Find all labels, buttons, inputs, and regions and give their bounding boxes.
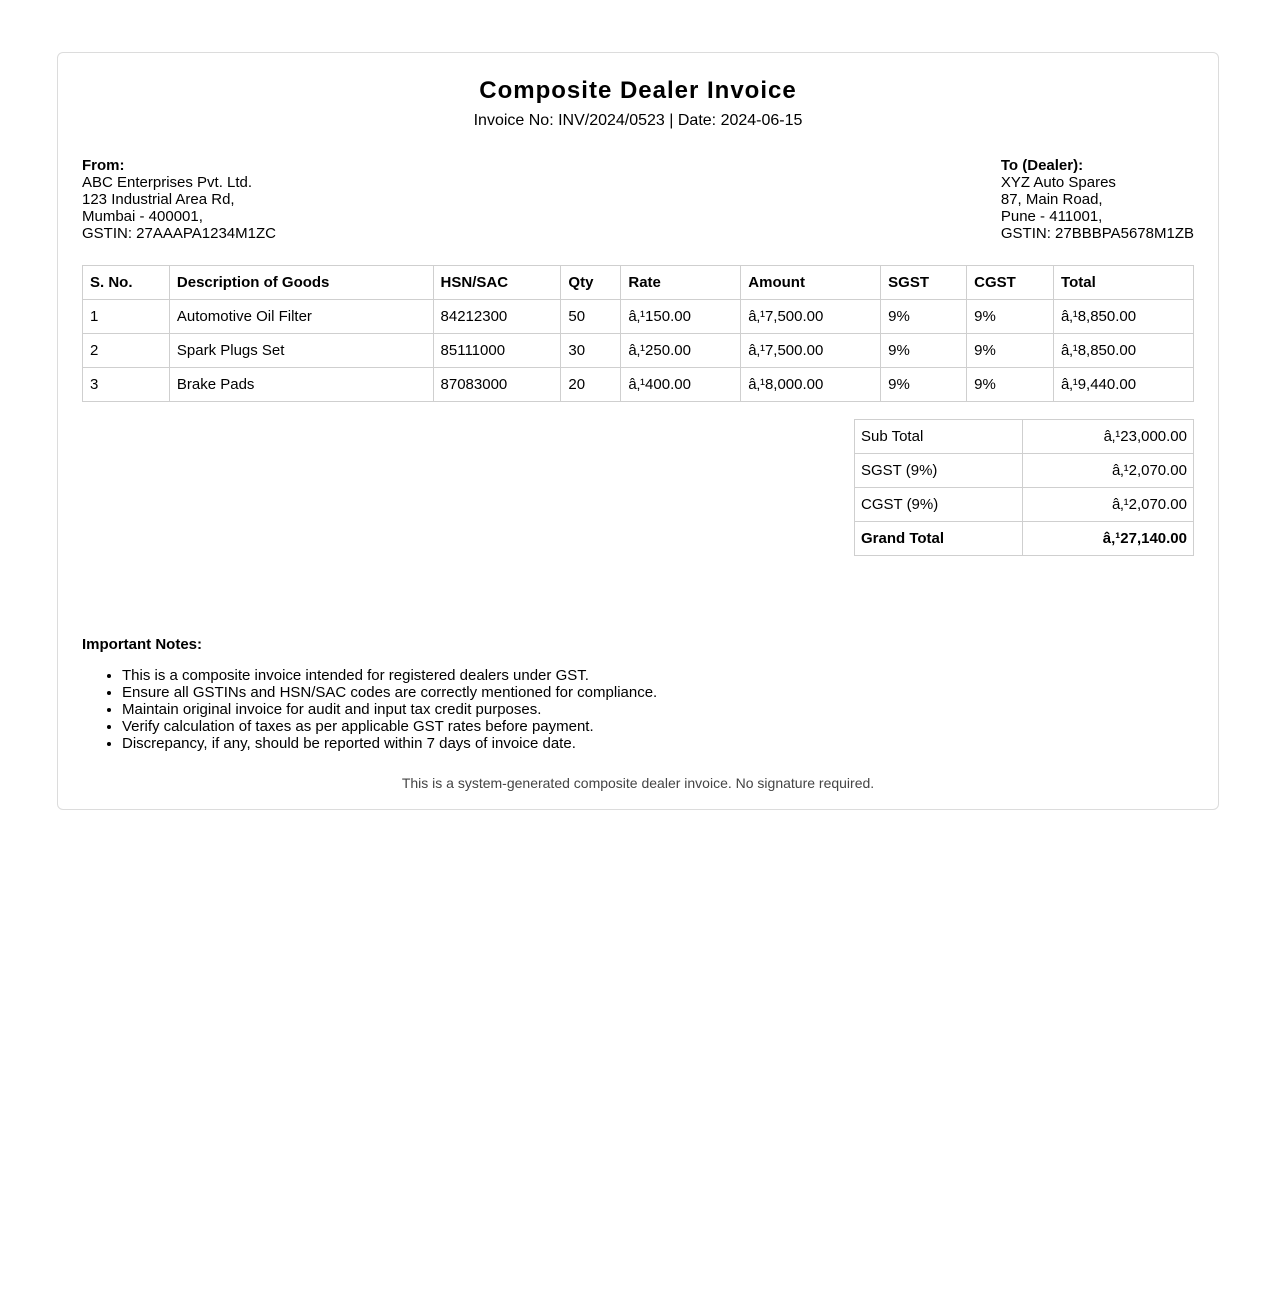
notes-title: Important Notes:: [82, 636, 202, 653]
cell-amount: â‚¹7,500.00: [741, 300, 881, 334]
col-header-qty: Qty: [561, 266, 621, 300]
cell-qty: 20: [561, 368, 621, 402]
cell-qty: 50: [561, 300, 621, 334]
note-item: • Discrepancy, if any, should be reported within 7 days of invoice date.: [122, 735, 1194, 752]
invoice-card: [57, 52, 1219, 810]
cgst-label: CGST (9%): [855, 488, 1023, 522]
cell-rate: â‚¹150.00: [621, 300, 741, 334]
invoice-meta: Invoice No: INV/2024/0523 | Date: 2024-06-15: [473, 112, 803, 129]
to-line: Pune - 411001,: [1000, 208, 1103, 225]
cell-description: Brake Pads: [169, 368, 433, 402]
note-item: • This is a composite invoice intended for registered dealers under GST.: [122, 667, 1194, 684]
cell-description: Spark Plugs Set: [169, 334, 433, 368]
grand-total-row: [855, 522, 1194, 556]
notes-list: [82, 667, 1194, 752]
cell-total: â‚¹8,850.00: [1054, 334, 1194, 368]
cell-sno: 1: [83, 300, 170, 334]
items-table: [82, 265, 1194, 402]
from-line: 123 Industrial Area Rd,: [82, 191, 235, 208]
col-header-total: Total: [1054, 266, 1194, 300]
sgst-row: [855, 454, 1194, 488]
cell-cgst: 9%: [967, 300, 1054, 334]
cell-sgst: 9%: [881, 368, 967, 402]
cell-cgst: 9%: [967, 334, 1054, 368]
parties-section: [82, 157, 1194, 242]
note-item: • Verify calculation of taxes as per applicable GST rates before payment.: [122, 718, 1194, 735]
sgst-label: SGST (9%): [855, 454, 1023, 488]
grand-total-value: â‚¹27,140.00: [1023, 522, 1194, 556]
grand-total-label: Grand Total: [855, 522, 1023, 556]
cell-rate: â‚¹400.00: [621, 368, 741, 402]
to-label: To (Dealer):: [1000, 157, 1084, 174]
cell-hsn: 87083000: [433, 368, 561, 402]
col-header-sno: S. No.: [83, 266, 170, 300]
cell-sno: 3: [83, 368, 170, 402]
to-line: XYZ Auto Spares: [1000, 174, 1116, 191]
note-item: • Maintain original invoice for audit and input tax credit purposes.: [122, 701, 1194, 718]
subtotal-value: â‚¹23,000.00: [1023, 420, 1194, 454]
table-row: [83, 334, 1194, 368]
invoice-title: Composite Dealer Invoice: [479, 77, 797, 104]
cell-rate: â‚¹250.00: [621, 334, 741, 368]
cell-sgst: 9%: [881, 300, 967, 334]
from-block: [82, 157, 276, 242]
from-line: ABC Enterprises Pvt. Ltd.: [82, 174, 253, 191]
cell-hsn: 85111000: [433, 334, 561, 368]
subtotal-row: [855, 420, 1194, 454]
table-header-row: [83, 266, 1194, 300]
from-line: Mumbai - 400001,: [82, 208, 203, 225]
col-header-amount: Amount: [741, 266, 881, 300]
cell-cgst: 9%: [967, 368, 1054, 402]
cell-qty: 30: [561, 334, 621, 368]
to-gstin: GSTIN: 27BBBPA5678M1ZB: [1000, 225, 1194, 242]
to-block: [1001, 157, 1194, 242]
totals-section: [82, 419, 1194, 556]
cgst-value: â‚¹2,070.00: [1023, 488, 1194, 522]
totals-table: [854, 419, 1194, 556]
table-row: [83, 300, 1194, 334]
cell-total: â‚¹9,440.00: [1054, 368, 1194, 402]
col-header-description: Description of Goods: [169, 266, 433, 300]
cell-amount: â‚¹7,500.00: [741, 334, 881, 368]
table-row: [83, 368, 1194, 402]
sgst-value: â‚¹2,070.00: [1023, 454, 1194, 488]
note-item: • Ensure all GSTINs and HSN/SAC codes are correctly mentioned for compliance.: [122, 684, 1194, 701]
cell-total: â‚¹8,850.00: [1054, 300, 1194, 334]
from-label: From:: [82, 157, 125, 174]
cell-amount: â‚¹8,000.00: [741, 368, 881, 402]
col-header-sgst: SGST: [881, 266, 967, 300]
cgst-row: [855, 488, 1194, 522]
subtotal-label: Sub Total: [855, 420, 1023, 454]
from-gstin: GSTIN: 27AAAPA1234M1ZC: [82, 225, 276, 242]
col-header-rate: Rate: [621, 266, 741, 300]
footer-note: This is a system-generated composite dealer invoice. No signature required.: [401, 775, 875, 791]
col-header-cgst: CGST: [967, 266, 1054, 300]
cell-sno: 2: [83, 334, 170, 368]
cell-sgst: 9%: [881, 334, 967, 368]
cell-description: Automotive Oil Filter: [169, 300, 433, 334]
to-line: 87, Main Road,: [1000, 191, 1103, 208]
cell-hsn: 84212300: [433, 300, 561, 334]
col-header-hsn: HSN/SAC: [433, 266, 561, 300]
